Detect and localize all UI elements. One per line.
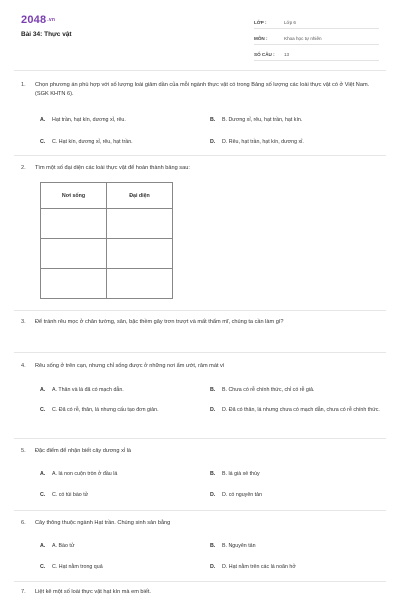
question-text: Chọn phương án phù hợp với số lượng loài giảm dần của mỗi ngành thực vật có trong Bảng số lượng các loài thực vật có ở Việt Nam. (SGK KHTN 6). (35, 82, 370, 97)
option-text: D. Hạt nằm trên các lá noãn hở (222, 564, 296, 570)
meta-value: Khoa học tự nhiên (284, 35, 322, 41)
option-letter: D. (210, 139, 216, 145)
question-2 (21, 164, 381, 173)
table-cell[interactable] (107, 209, 173, 239)
table-header: Nơi sống (41, 183, 107, 209)
option-letter: C. (40, 139, 46, 145)
question-number: 4. (21, 363, 26, 369)
option-a[interactable] (40, 470, 200, 478)
divider (14, 352, 386, 353)
option-d[interactable] (210, 491, 380, 499)
table-cell[interactable] (107, 239, 173, 269)
meta-row-class (254, 16, 379, 29)
option-b[interactable] (210, 386, 380, 394)
option-a[interactable] (40, 116, 200, 124)
option-letter: D. (210, 564, 216, 570)
option-a[interactable] (40, 542, 200, 550)
option-c[interactable] (40, 406, 200, 414)
question-number: 6. (21, 520, 26, 526)
option-letter: A. (40, 543, 46, 549)
option-letter: B. (210, 387, 216, 393)
divider (14, 155, 386, 156)
option-d[interactable] (210, 563, 380, 571)
divider (14, 510, 386, 511)
option-letter: A. (40, 471, 46, 477)
table-cell[interactable] (41, 209, 107, 239)
question-text: Để tránh rêu mọc ở chân tường, sân, bậc thềm gây trơn trượt và mất thẩm mĩ, chúng ta cần làm gì? (35, 319, 284, 325)
option-letter: C. (40, 407, 46, 413)
question-text: Liệt kê một số loài thực vật hạt kín mà em biết. (35, 589, 151, 595)
meta-value: 13 (284, 51, 290, 57)
question-number: 1. (21, 82, 26, 88)
question-number: 5. (21, 448, 26, 454)
option-letter: A. (40, 387, 46, 393)
option-letter: B. (210, 543, 216, 549)
option-letter: C. (40, 492, 46, 498)
question-6 (21, 519, 381, 528)
question-1 (21, 81, 381, 99)
option-b[interactable] (210, 470, 380, 478)
divider (14, 438, 386, 439)
table-cell[interactable] (107, 269, 173, 299)
meta-label: SỐ CÂU : (254, 51, 275, 57)
option-b[interactable] (210, 542, 380, 550)
lesson-title: Bài 34: Thực vật (21, 31, 72, 38)
option-d[interactable] (210, 406, 380, 414)
option-text: C. Hạt kín, dương xỉ, rêu, hạt trần. (52, 139, 133, 145)
question-text: Đặc điểm để nhận biết cây dương xỉ là (35, 448, 132, 454)
option-d[interactable] (210, 138, 380, 146)
option-text: D. Đã có thân, lá nhưng chưa có mạch dẫn, chưa có rễ chính thức. (222, 407, 380, 413)
option-text: C. Hạt nằm trong quả (52, 564, 103, 570)
question-text: Tìm một số đại diện các loài thực vật để hoàn thành bảng sau: (35, 165, 190, 171)
option-letter: A. (40, 117, 46, 123)
option-text: A. lá non cuộn tròn ở đầu lá (52, 471, 118, 477)
meta-label: MÔN : (254, 35, 268, 41)
option-text: Hạt trần, hạt kín, dương xỉ, rêu. (52, 117, 126, 123)
option-c[interactable] (40, 563, 200, 571)
question-7 (21, 588, 381, 597)
meta-row-subject (254, 32, 379, 45)
meta-label: LỚP : (254, 19, 267, 25)
question-number: 7. (21, 589, 26, 595)
question-number: 2. (21, 165, 26, 171)
option-b[interactable] (210, 116, 380, 124)
divider (14, 581, 386, 582)
question-text: Rêu sống ở trên cạn, nhưng chỉ sống được ở những nơi ẩm ướt, râm mát vì (35, 363, 225, 369)
table-header: Đại diện (107, 183, 173, 209)
option-text: B. Nguyên tản (222, 543, 256, 549)
option-text: D. có nguyên tản (222, 492, 263, 498)
answer-table (40, 182, 173, 299)
table-row (41, 209, 173, 239)
worksheet-header (0, 0, 400, 70)
question-5 (21, 447, 381, 456)
option-c[interactable] (40, 491, 200, 499)
question-text: Cây thông thuộc ngành Hạt trần. Chúng sinh sản bằng (35, 520, 171, 526)
meta-info (254, 16, 379, 64)
table-header-row (41, 183, 173, 209)
option-letter: D. (210, 492, 216, 498)
option-text: A. Thân và lá đã có mạch dẫn. (52, 387, 124, 393)
question-number: 3. (21, 319, 26, 325)
option-text: A. Bào tử (52, 543, 75, 549)
table-row (41, 239, 173, 269)
question-3 (21, 318, 381, 327)
option-text: B. Dương xỉ, rêu, hạt trần, hạt kín. (222, 117, 303, 123)
option-text: B. Chưa có rễ chính thức, chỉ có rễ giả. (222, 387, 315, 393)
table-cell[interactable] (41, 239, 107, 269)
option-text: D. Rêu, hạt trần, hạt kín, dương xỉ. (222, 139, 304, 145)
question-4 (21, 362, 381, 371)
table-row (41, 269, 173, 299)
divider (14, 70, 386, 71)
option-c[interactable] (40, 138, 200, 146)
divider (14, 310, 386, 311)
option-a[interactable] (40, 386, 200, 394)
option-text: C. Đã có rễ, thân, lá nhưng cấu tạo đơn giản. (52, 407, 159, 413)
option-letter: B. (210, 117, 216, 123)
option-letter: D. (210, 407, 216, 413)
meta-row-count (254, 48, 379, 61)
option-letter: B. (210, 471, 216, 477)
meta-value: Lớp 6 (284, 19, 296, 25)
site-logo[interactable]: $2048^{.vn}$ (21, 14, 56, 26)
option-letter: C. (40, 564, 46, 570)
option-text: B. lá già xẻ thùy (222, 471, 260, 477)
table-cell[interactable] (41, 269, 107, 299)
option-text: C. có túi bào tử (52, 492, 89, 498)
